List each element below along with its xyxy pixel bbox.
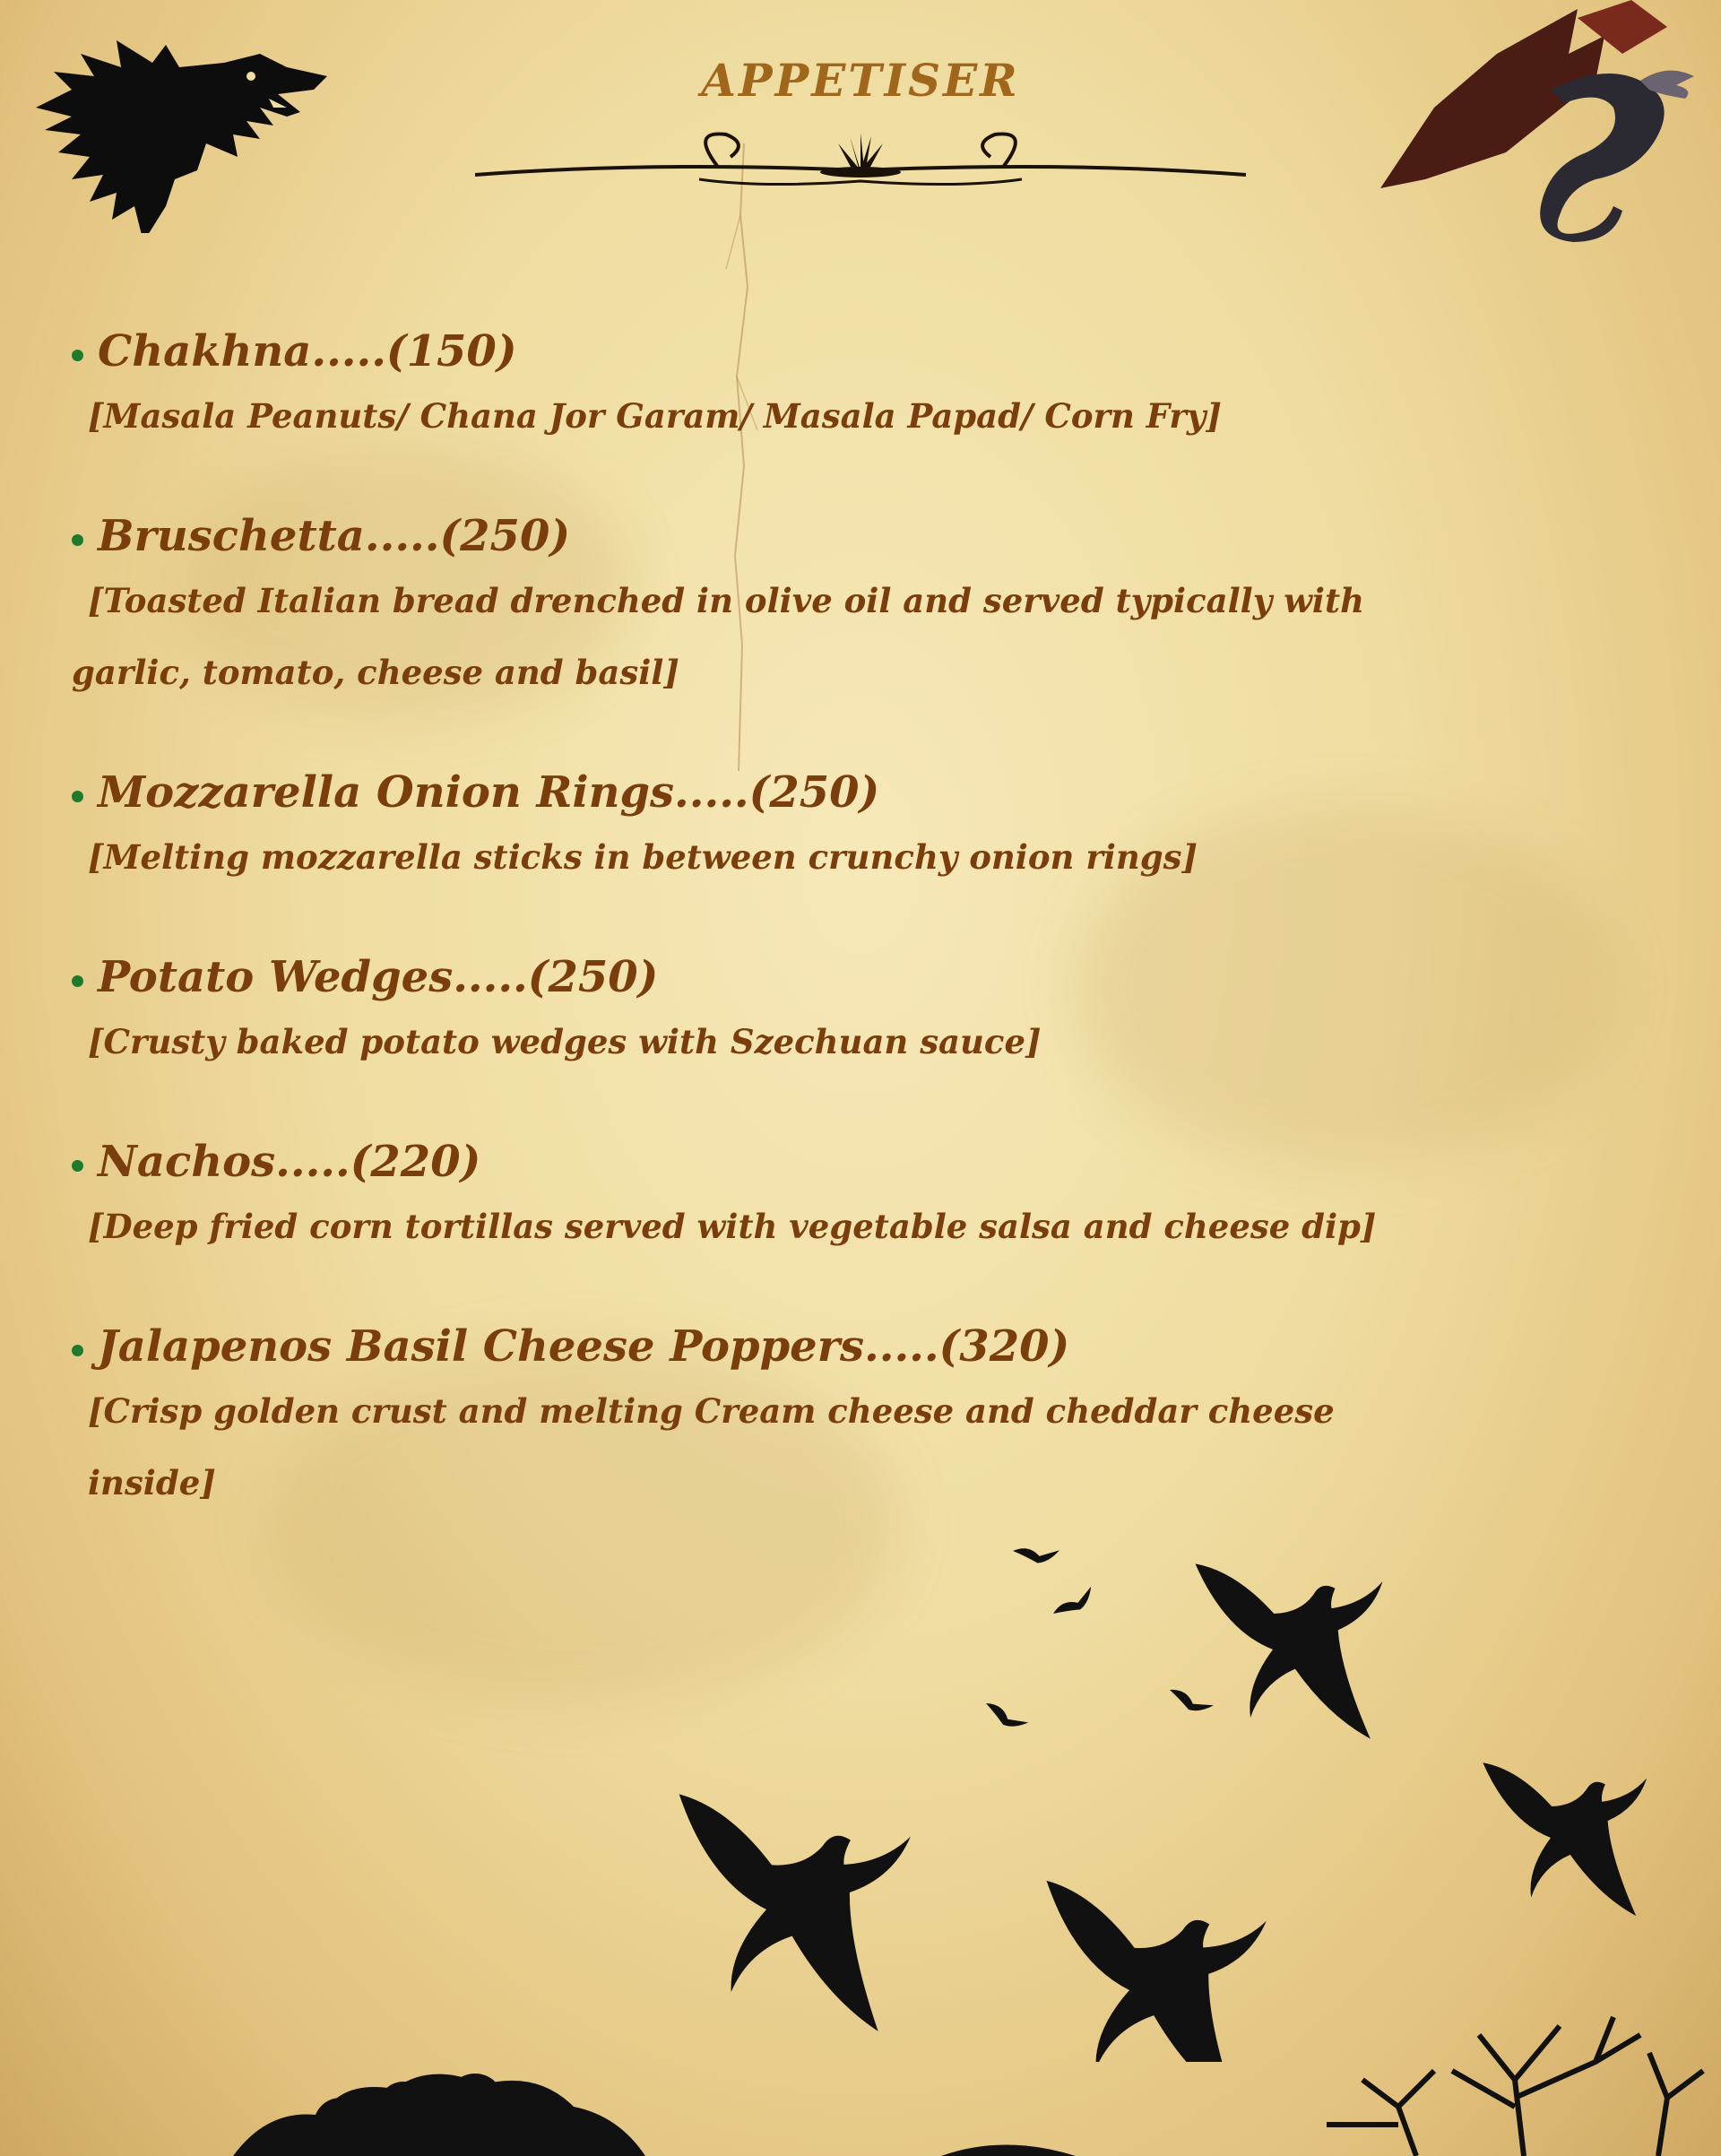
raven-icon bbox=[1452, 1691, 1708, 1959]
item-description: [Crisp golden crust and melting Cream cheese and cheddar cheese inside] bbox=[88, 1391, 1335, 1502]
menu-item-potato-wedges bbox=[72, 948, 1524, 1078]
item-description: [Toasted Italian bread drenched in olive oil and served typically with garlic, tomato, cheese and basil] bbox=[72, 581, 1364, 692]
menu-item-mozzarella-onion-rings bbox=[72, 764, 1524, 893]
item-title: Jalapenos Basil Cheese Poppers.....(320) bbox=[98, 1321, 1070, 1372]
item-description: [Deep fried corn tortillas served with vegetable salsa and cheese dip] bbox=[88, 1207, 1377, 1246]
item-title: Bruschetta.....(250) bbox=[98, 511, 571, 561]
bullet-icon bbox=[72, 534, 83, 546]
item-title: Mozzarella Onion Rings.....(250) bbox=[98, 767, 880, 818]
bullet-icon bbox=[72, 975, 83, 987]
item-description: [Masala Peanuts/ Chana Jor Garam/ Masala Papad/ Corn Fry] bbox=[88, 396, 1222, 436]
tree-silhouette-icon bbox=[0, 1999, 1721, 2156]
raven-icon bbox=[1049, 1587, 1097, 1619]
item-title: Chakhna.....(150) bbox=[98, 326, 517, 377]
menu-item-bruschetta bbox=[72, 507, 1524, 708]
raven-icon bbox=[1160, 1488, 1452, 1788]
dragon-icon bbox=[1371, 0, 1721, 242]
raven-icon bbox=[1167, 1680, 1214, 1720]
raven-icon bbox=[1011, 1538, 1059, 1567]
item-title: Potato Wedges.....(250) bbox=[98, 952, 659, 1002]
bullet-icon bbox=[72, 350, 83, 361]
item-description: [Crusty baked potato wedges with Szechuan sauce] bbox=[88, 1022, 1042, 1061]
bullet-icon bbox=[72, 1345, 83, 1356]
bullet-icon bbox=[72, 1160, 83, 1172]
ornament-divider-icon bbox=[475, 126, 1246, 215]
item-description: [Melting mozzarella sticks in between crunchy onion rings] bbox=[88, 837, 1198, 877]
ravens-illustration bbox=[574, 1488, 1721, 2062]
item-title: Nachos.....(220) bbox=[98, 1137, 481, 1187]
menu-item-chakhna bbox=[72, 323, 1524, 452]
raven-icon bbox=[982, 1693, 1028, 1736]
menu-title: APPETISER bbox=[701, 54, 1020, 107]
menu-item-nachos bbox=[72, 1133, 1524, 1262]
appetiser-menu bbox=[72, 323, 1524, 1574]
bullet-icon bbox=[72, 791, 83, 802]
